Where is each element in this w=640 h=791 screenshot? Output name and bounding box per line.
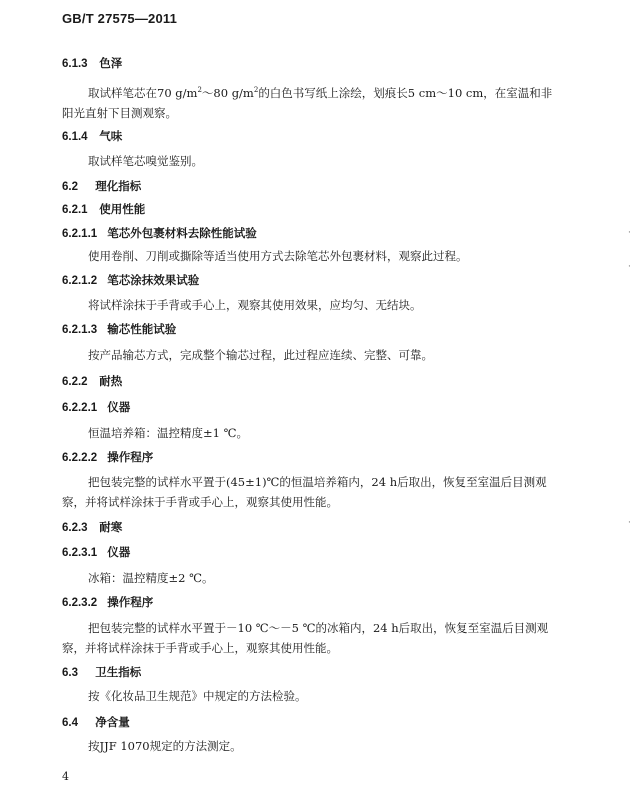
- section-heading-6-2-2-1: 6.2.2.1 仪器: [62, 402, 131, 414]
- section-heading-6-1-3: [62, 55, 122, 71]
- scan-speck: ·: [628, 262, 631, 272]
- section-heading-6-1-4: 6.1.4 气味: [62, 131, 123, 143]
- paragraph-6-1-4: 取试样笔芯嗅觉鉴别。: [88, 154, 203, 168]
- paragraph-6-3: 按《化妆品卫生规范》中规定的方法检验。: [88, 689, 307, 703]
- section-heading-6-2-1-3: 6.2.1.3 输芯性能试验: [62, 324, 177, 336]
- section-title: 色泽: [99, 58, 123, 70]
- section-heading-6-2-1-1: 6.2.1.1 笔芯外包裹材料去除性能试验: [62, 228, 257, 240]
- scan-speck: ·: [628, 228, 631, 238]
- paragraph-6-4: 按JJF 1070规定的方法测定。: [88, 739, 242, 753]
- paragraph-6-2-1-1: 使用卷削、刀削或撕除等适当使用方式去除笔芯外包裹材料，观察此过程。: [88, 249, 468, 263]
- section-heading-6-2-2-2: 6.2.2.2 操作程序: [62, 452, 154, 464]
- section-heading-6-4: 6.4 净含量: [62, 717, 130, 729]
- section-heading-6-2-1-2: 6.2.1.2 笔芯涂抹效果试验: [62, 275, 200, 287]
- section-heading-6-2-3-2: 6.2.3.2 操作程序: [62, 597, 154, 609]
- section-number: 6.1.3: [62, 58, 88, 70]
- paragraph-6-2-2-1: 恒温培养箱：温控精度±1 ℃。: [88, 426, 248, 440]
- section-heading-6-2: 6.2 理化指标: [62, 181, 142, 193]
- paragraph-6-2-3-2: 把包装完整的试样水平置于－10 ℃～－5 ℃的冰箱内，24 h后取出，恢复至室温后目测观察，并将试样涂抹于手背或手心上，观察其使用性能。: [62, 621, 549, 655]
- section-heading-6-2-2: 6.2.2 耐热: [62, 376, 123, 388]
- scan-speck: ·: [628, 518, 631, 528]
- page-number: 4: [62, 770, 69, 783]
- section-heading-6-2-3: 6.2.3 耐寒: [62, 522, 123, 534]
- section-heading-6-2-1: 6.2.1 使用性能: [62, 204, 146, 216]
- paragraph-6-2-1-3: 按产品输芯方式，完成整个输芯过程，此过程应连续、完整、可靠。: [88, 348, 433, 362]
- paragraph-6-1-3: 取试样笔芯在70 $g/m^2\sim 80$ $g/m^2$的白色书写纸上涂绘，划痕长5 cm～10 cm，在室温和非阳光直射下目测观察。: [62, 85, 553, 120]
- paragraph-6-2-3-1: 冰箱：温控精度±2 ℃。: [88, 571, 214, 585]
- standard-header: GB/T 27575—2011: [62, 11, 178, 26]
- paragraph-6-2-1-2: 将试样涂抹于手背或手心上，观察其使用效果，应均匀、无结块。: [88, 298, 422, 312]
- section-heading-6-3: 6.3 卫生指标: [62, 667, 142, 679]
- paragraph-6-2-2-2: 把包装完整的试样水平置于(45±1)℃的恒温培养箱内，24 h后取出，恢复至室温后目测观察，并将试样涂抹于手背或手心上，观察其使用性能。: [62, 475, 547, 509]
- section-heading-6-2-3-1: 6.2.3.1 仪器: [62, 547, 131, 559]
